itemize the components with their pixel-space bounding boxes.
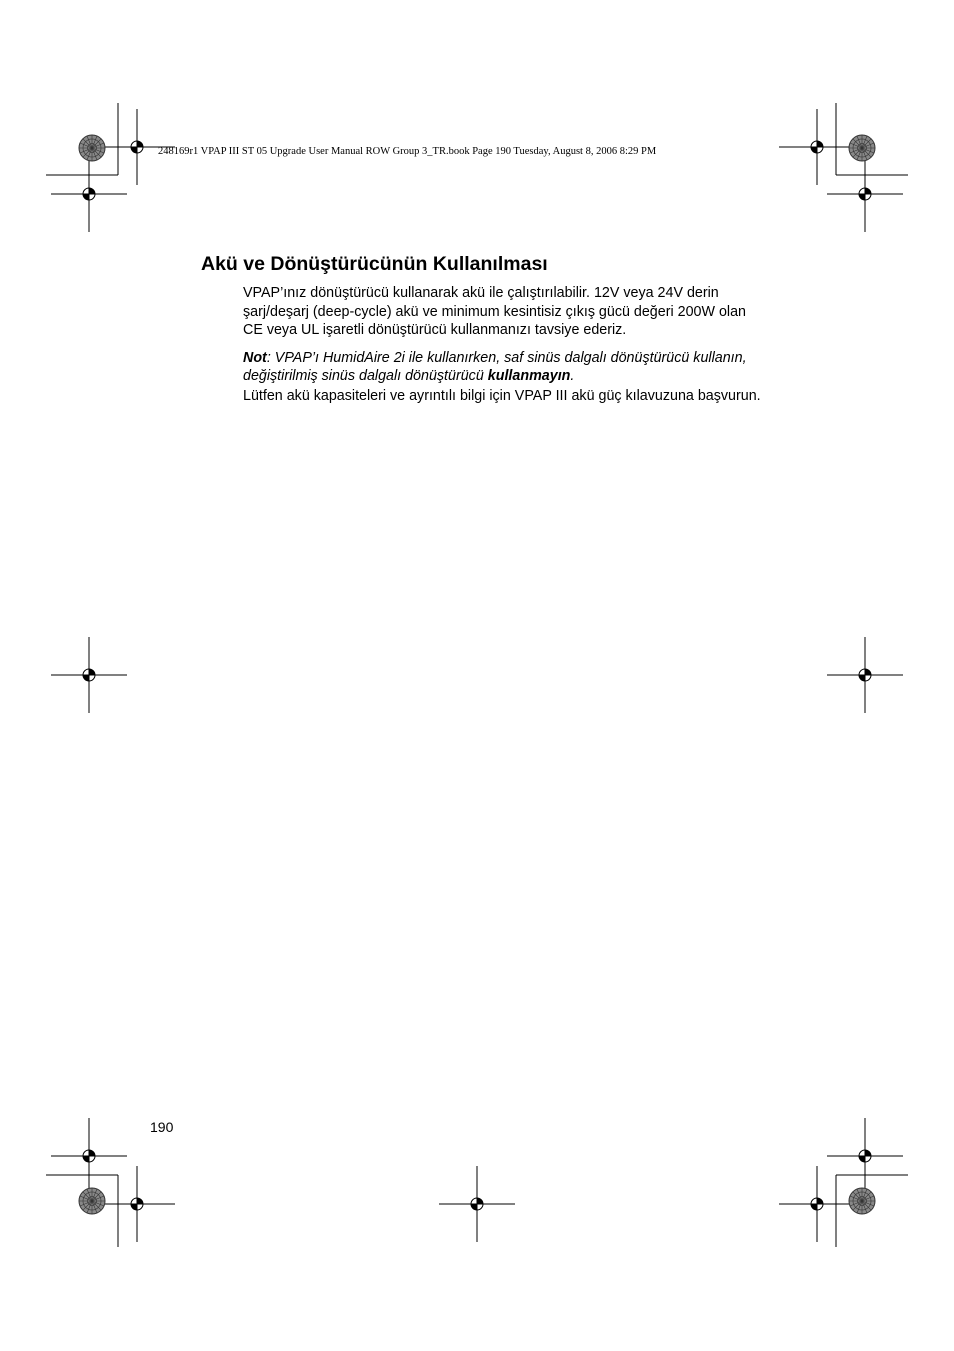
registration-targets — [51, 109, 903, 1242]
note-label: Not — [243, 349, 267, 366]
print-header: 248169r1 VPAP III ST 05 Upgrade User Manual ROW Group 3_TR.book Page 190 Tuesday, August 8, 2006 8:29 PM — [158, 146, 657, 157]
followup-paragraph: Lütfen akü kapasiteleri ve ayrıntılı bilgi için VPAP III akü güç kılavuzuna başvurun. — [243, 387, 761, 404]
note-text: VPAP’ı HumidAire 2i ile kullanırken, saf sinüs dalgalı dönüştürücü kullanın, değiştirilmiş sinüs dalgalı dönüştürücü — [243, 349, 747, 384]
note-emphasis: kullanmayın — [487, 368, 571, 384]
note-end: . — [570, 368, 575, 384]
intro-paragraph: VPAP’ınız dönüştürücü kullanarak akü ile çalıştırılabilir. 12V veya 24V derin şarj/deşarj (deep-cycle) akü ve minimum kesintisiz çıkış gücü değeri 200W olan CE veya UL işaretli dönüştürücü kullanmanızı tavsiye ederiz. — [243, 285, 746, 338]
section-body — [243, 284, 763, 405]
section-title: Akü ve Dönüştürücünün Kullanılması — [201, 253, 548, 275]
note-paragraph — [243, 349, 763, 386]
page-number: 190 — [150, 1119, 174, 1135]
note-separator: : — [266, 349, 275, 366]
